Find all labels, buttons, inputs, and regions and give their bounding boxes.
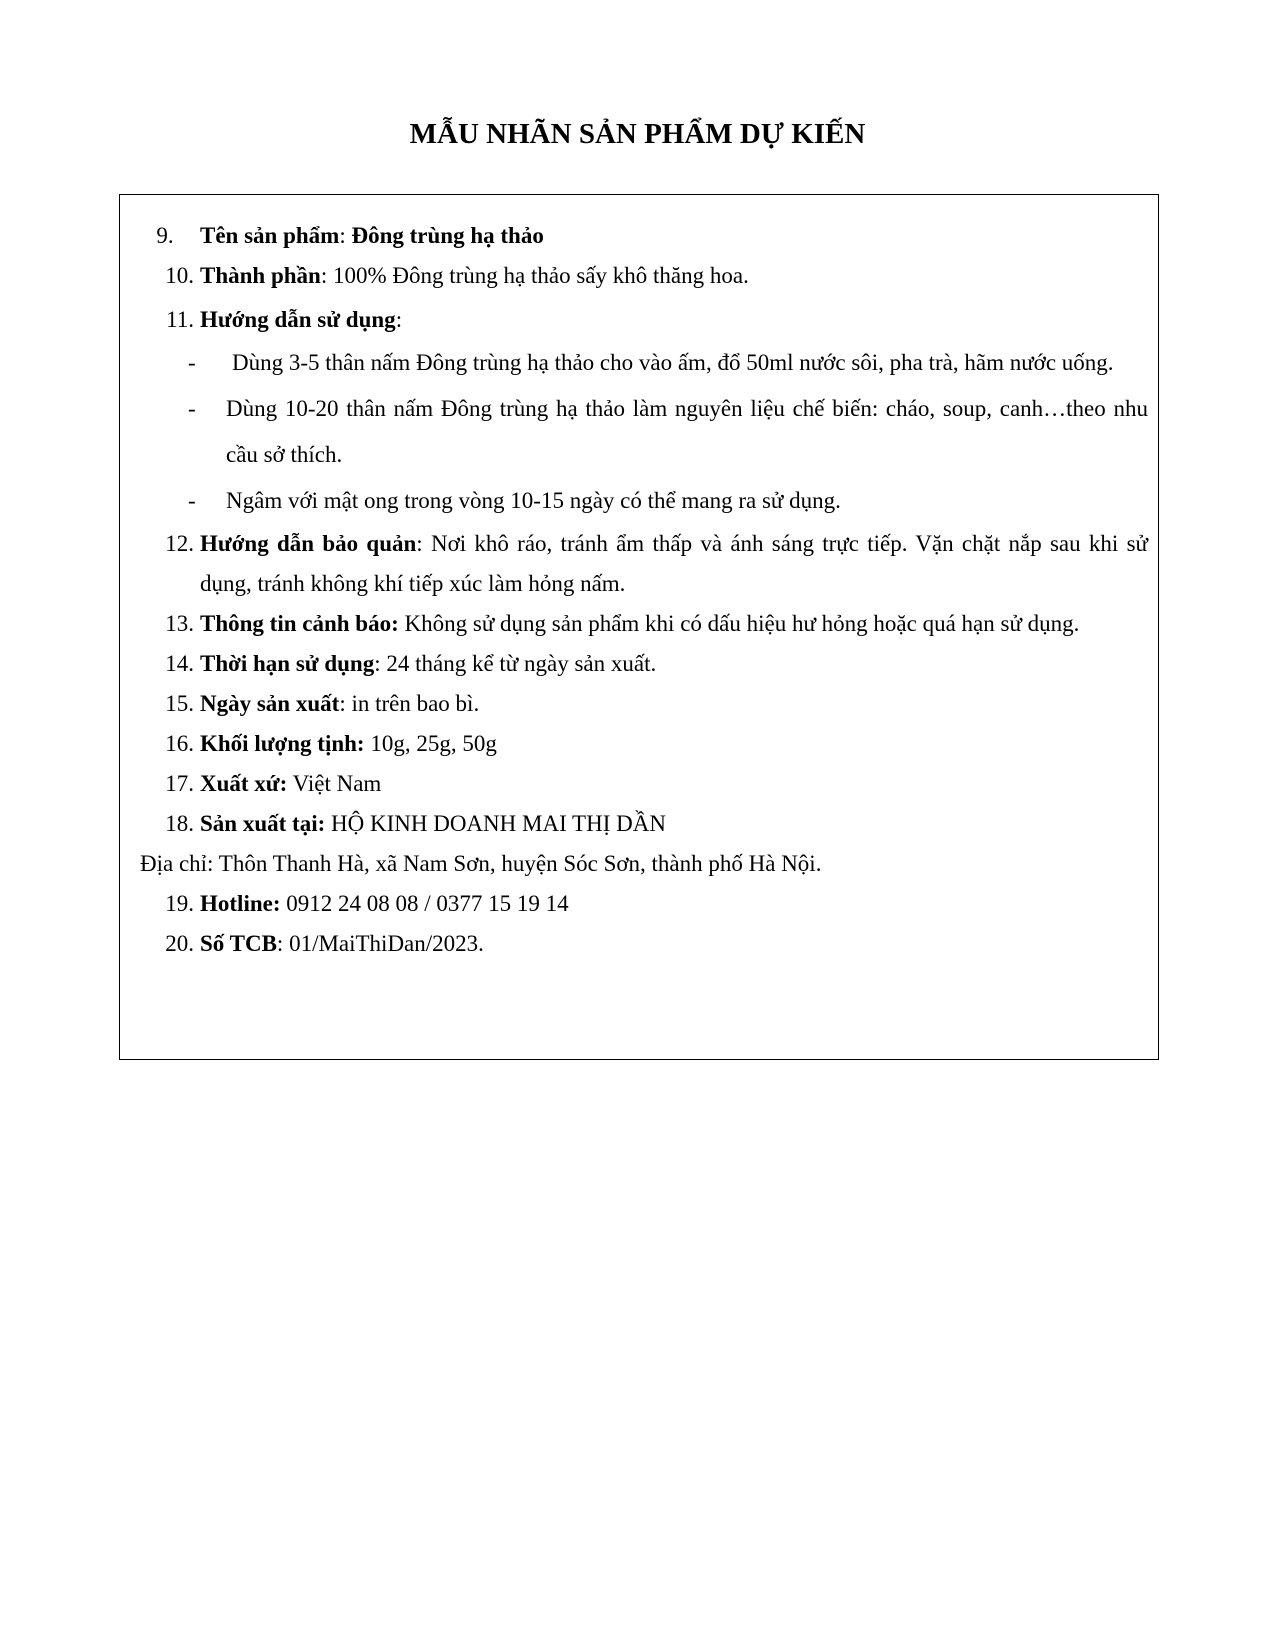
item-number: 18.: [165, 811, 194, 836]
item-separator: :: [339, 691, 346, 716]
item-value: 0912 24 08 08 / 0377 15 19 14: [280, 891, 569, 916]
item-label: Hướng dẫn sử dụng: [200, 307, 396, 332]
item-separator: :: [374, 651, 381, 676]
item-value: 100% Đông trùng hạ thảo sấy khô thăng hoa.: [327, 263, 749, 288]
item-number: 10.: [165, 263, 194, 288]
item-label: Thời hạn sử dụng: [200, 651, 375, 676]
item-number: 20.: [165, 931, 194, 956]
item-value: Nơi khô ráo, tránh ẩm thấp và ánh sáng trực tiếp. Vặn chặt nắp sau khi sử dụng, tránh không khí tiếp xúc làm hỏng nấm.: [200, 531, 1148, 596]
page-title: MẪU NHÃN SẢN PHẨM DỰ KIẾN: [409, 118, 866, 150]
item-number: 17.: [165, 771, 194, 796]
item-label: Tên sản phẩm: [200, 223, 340, 248]
label-content: [140, 216, 1148, 964]
item-value: 24 tháng kể từ ngày sản xuất.: [380, 651, 657, 676]
bullet-dash: -: [188, 350, 196, 375]
address-line: Địa chỉ: Thôn Thanh Hà, xã Nam Sơn, huyện Sóc Sơn, thành phố Hà Nội.: [140, 851, 822, 876]
list-item-origin: [140, 764, 1148, 804]
usage-bullet: [140, 478, 1148, 524]
item-number: 13.: [165, 611, 194, 636]
item-value: HỘ KINH DOANH MAI THỊ DẦN: [325, 811, 666, 836]
item-number: 14.: [165, 651, 194, 676]
list-item-hotline: [140, 884, 1148, 924]
item-label: Hotline:: [200, 891, 281, 916]
item-value: Đông trùng hạ thảo: [345, 223, 544, 248]
bullet-dash: -: [188, 396, 196, 421]
item-value: in trên bao bì.: [345, 691, 480, 716]
item-value: 01/MaiThiDan/2023.: [283, 931, 484, 956]
list-item-warning: [140, 604, 1148, 644]
item-separator: :: [276, 931, 284, 956]
item-separator: :: [320, 263, 328, 288]
list-item-manufacturer: [140, 804, 1148, 844]
usage-bullet: [140, 340, 1148, 386]
list-item-standard-number: [140, 924, 1148, 964]
item-number: 19.: [165, 891, 194, 916]
item-label: Xuất xứ:: [200, 771, 288, 796]
item-number: 12.: [165, 531, 194, 556]
item-label: Ngày sản xuất: [200, 691, 340, 716]
item-number: 9.: [156, 223, 174, 248]
bullet-text: Ngâm với mật ong trong vòng 10-15 ngày có thể mang ra sử dụng.: [226, 488, 841, 513]
item-label: Sản xuất tại:: [200, 811, 326, 836]
item-value: 10g, 25g, 50g: [364, 731, 497, 756]
list-item-storage: [140, 524, 1148, 604]
usage-bullet: [140, 386, 1148, 478]
item-value: Không sử dụng sản phẩm khi có dấu hiệu hư hỏng hoặc quá hạn sử dụng.: [398, 611, 1080, 636]
item-label: Số TCB: [200, 931, 277, 956]
list-item-product-name: [140, 216, 1148, 256]
item-label: Hướng dẫn bảo quản: [200, 531, 417, 556]
list-item-ingredients: [140, 256, 1148, 296]
bullet-text: Dùng 3-5 thân nấm Đông trùng hạ thảo cho vào ấm, đổ 50ml nước sôi, pha trà, hãm nước uống.: [232, 350, 1114, 375]
list-item-net-weight: [140, 724, 1148, 764]
item-label: Thành phần: [200, 263, 321, 288]
list-item-manufacture-date: [140, 684, 1148, 724]
list-item-usage: [140, 300, 1148, 340]
item-number: 11.: [166, 307, 194, 332]
list-item-shelf-life: [140, 644, 1148, 684]
item-number: 16.: [165, 731, 194, 756]
bullet-dash: -: [188, 488, 196, 513]
bullet-text: Dùng 10-20 thân nấm Đông trùng hạ thảo làm nguyên liệu chế biến: cháo, soup, canh…theo nhu cầu sở thích.: [226, 396, 1148, 467]
item-value: Việt Nam: [287, 771, 382, 796]
item-label: Thông tin cảnh báo:: [200, 611, 399, 636]
item-separator: :: [416, 531, 423, 556]
item-separator: :: [395, 307, 403, 332]
label-box: [119, 194, 1159, 1060]
item-label: Khối lượng tịnh:: [200, 731, 365, 756]
item-separator: :: [339, 223, 346, 248]
item-number: 15.: [165, 691, 194, 716]
